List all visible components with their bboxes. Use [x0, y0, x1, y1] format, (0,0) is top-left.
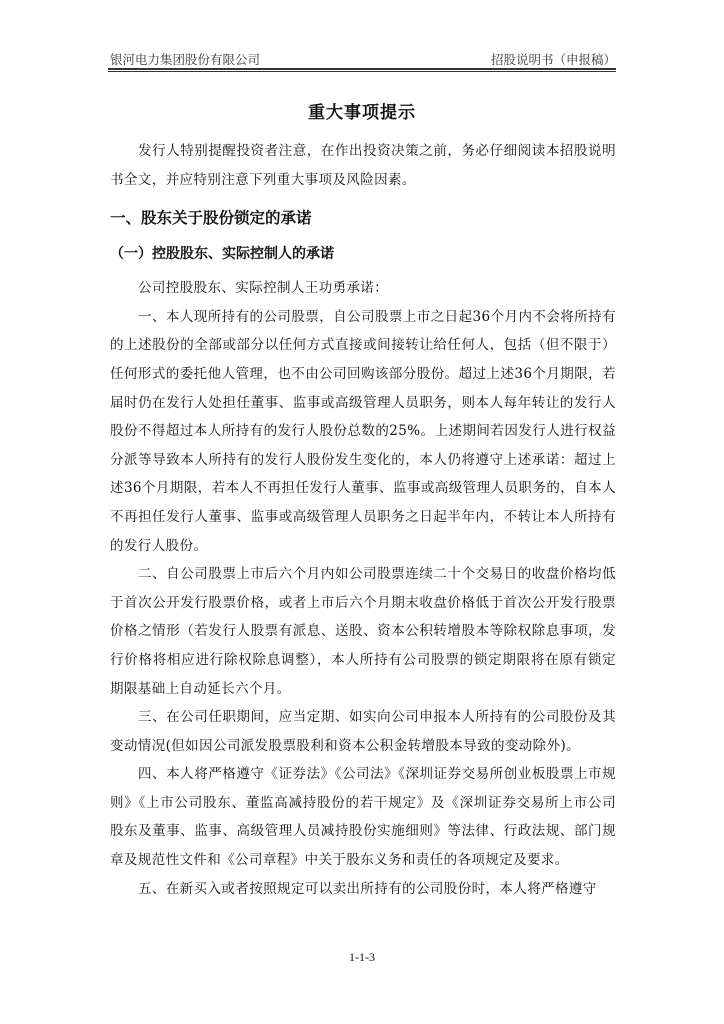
section-heading: 一、股东关于股份锁定的承诺: [110, 209, 312, 228]
header-rule: [108, 68, 616, 70]
paragraph: 五、在新买入或者按照规定可以卖出所持有的公司股份时，本人将严格遵守: [138, 880, 597, 897]
header-company: 银河电力集团股份有限公司: [110, 52, 261, 67]
page-title: 重大事项提示: [308, 103, 416, 123]
intro-paragraph: 发行人特别提醒投资者注意，在作出投资决策之前，务必仔细阅读本招股说明书全文，并应特别注意下列重大事项及风险因素。: [110, 143, 616, 188]
paragraph: 公司控股股东、实际控制人王功勇承诺：: [138, 280, 389, 297]
paragraph: 二、自公司股票上市后六个月内如公司股票连续二十个交易日的收盘价格均低于首次公开发行股票价格，或者上市后六个月期末收盘价格低于首次公开发行股票价格之情形（若发行人股票有派息、送股、资本公积转增股本等除权除息事项，发行价格将相应进行除权除息调整），本人所持有公司股票的锁定期限将在原有锁定期限基础上自动延长六个月。: [110, 566, 616, 697]
header-doc-type: 招股说明书（申报稿）: [490, 52, 616, 67]
header-rule-thin: [108, 71, 616, 72]
page-number: 1-1-3: [349, 950, 375, 964]
paragraph: 三、在公司任职期间，应当定期、如实向公司申报本人所持有的公司股份及其变动情况(但如因公司派发股票股利和资本公积金转增股本导致的变动除外)。: [110, 709, 616, 754]
paragraph: 四、本人将严格遵守《证券法》《公司法》《深圳证券交易所创业板股票上市规则》《上市公司股东、董监高减持股份的若干规定》及《深圳证券交易所上市公司股东及董事、监事、高级管理人员减持股份实施细则》等法律、行政法规、部门规章及规范性文件和《公司章程》中关于股东义务和责任的各项规定及要求。: [110, 766, 616, 869]
subsection-heading: （一）控股股东、实际控制人的承诺: [110, 246, 334, 263]
document-body: [110, 137, 616, 903]
paragraph: 一、本人现所持有的公司股票，自公司股票上市之日起36个月内不会将所持有的上述股份的全部或部分以任何方式直接或间接转让给任何人，包括（但不限于）任何形式的委托他人管理，也不由公司回购该部分股份。超过上述36个月期限，若届时仍在发行人处担任董事、监事或高级管理人员职务，则本人每年转让的发行人股份不得超过本人所持有的发行人股份总数的25%。上述期间若因发行人进行权益分派等导致本人所持有的发行人股份发生变化的，本人仍将遵守上述承诺：超过上述36个月期限，若本人不再担任发行人董事、监事或高级管理人员职务的，自本人不再担任发行人董事、监事或高级管理人员职务之日起半年内，不转让本人所持有的发行人股份。: [110, 308, 616, 554]
